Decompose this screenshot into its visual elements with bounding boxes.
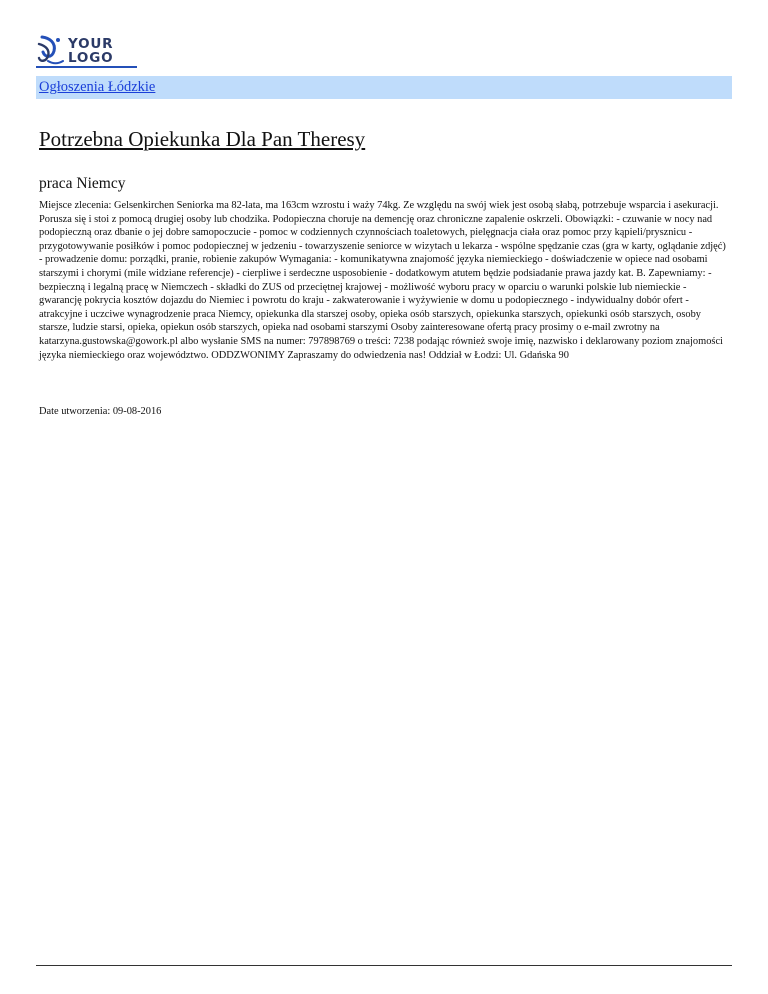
listing-title: Potrzebna Opiekunka Dla Pan Theresy [39, 127, 366, 151]
category-link[interactable]: Ogłoszenia Łódzkie [39, 79, 156, 95]
created-date: Date utworzenia: 09-08-2016 [39, 406, 162, 417]
logo-text-line-1: YOUR [68, 36, 114, 52]
listing-description: Miejsce zlecenia: Gelsenkirchen Seniorka ma 82-lata, ma 163cm wzrostu i waży 74kg. Ze względu na swój wiek jest osobą słabą, potrzebuje wsparcia i asekuracji. Porusza się i stoi z pomocą drugiej osoby lub chodzika. Podopieczna choruje na demencję oraz chroniczne zapalenie oskrzeli. Obowiązki: - czuwanie w nocy nad podopieczną oraz dbanie o jej dobre samopoczucie - pomoc w codziennych czynnościach toaletowych, pielęgnacja ciała oraz pomoc przy kąpieli/prysznicu - przygotowywanie posiłków i pomoc podopiecznej w jedzeniu - towarzyszenie seniorce w wizytach u lekarza - wspólne spędzanie czas (gra w karty, oglądanie zdjęć) - prowadzenie domu: porządki, pranie, robienie zakupów Wymagania: - komunikatywna znajomość języka niemieckiego - doświadczenie w opiece nad osobami starszymi i chorymi (mile widziane referencje) - cierpliwe i serdeczne usposobienie - dodatkowym atutem będzie podsiadanie prawa jazdy kat. B. Zapewniamy: - bezpieczną i legalną pracę w Niemczech - składki do ZUS od przeciętnej krajowej - możliwość wyboru pracy w oparciu o warunki polskie lub niemieckie - gwarancję pokrycia kosztów dojazdu do Niemiec i powrotu do kraju - zakwaterowanie i wyżywienie w domu u podopiecznego - indywidualny dobór ofert - atrakcyjne i uczciwe wynagrodzenie praca Niemcy, opiekunka dla starszej osoby, opieka osób starszych, opiekunka starszych, opiekunki osób starszych, osoby starsze, ludzie starsi, opieka, opiekun osób starszych, opieka nad osobami starszymi Osoby zainteresowane ofertą pracy prosimy o e-mail zwrotny na katarzyna.gustowska@gowork.pl albo wysłanie SMS na numer: 797898769 o treści: 7238 podając również swoje imię, nazwisko i deklarowany poziom znajomości języka niemieckiego oraz województwo. ODDZWONIMY Zapraszamy do odwiedzenia nas! Oddział w Łodzi: Ul. Gdańska 90 [39, 200, 726, 361]
listing-subtitle: praca Niemcy [39, 175, 126, 192]
category-bar [36, 76, 732, 99]
swirl-logo-icon [36, 34, 66, 66]
logo-text-line-2: LOGO [68, 50, 114, 66]
footer-divider [36, 965, 732, 966]
logo-text [68, 37, 113, 65]
logo-underline [36, 66, 137, 68]
site-logo[interactable] [36, 34, 138, 70]
